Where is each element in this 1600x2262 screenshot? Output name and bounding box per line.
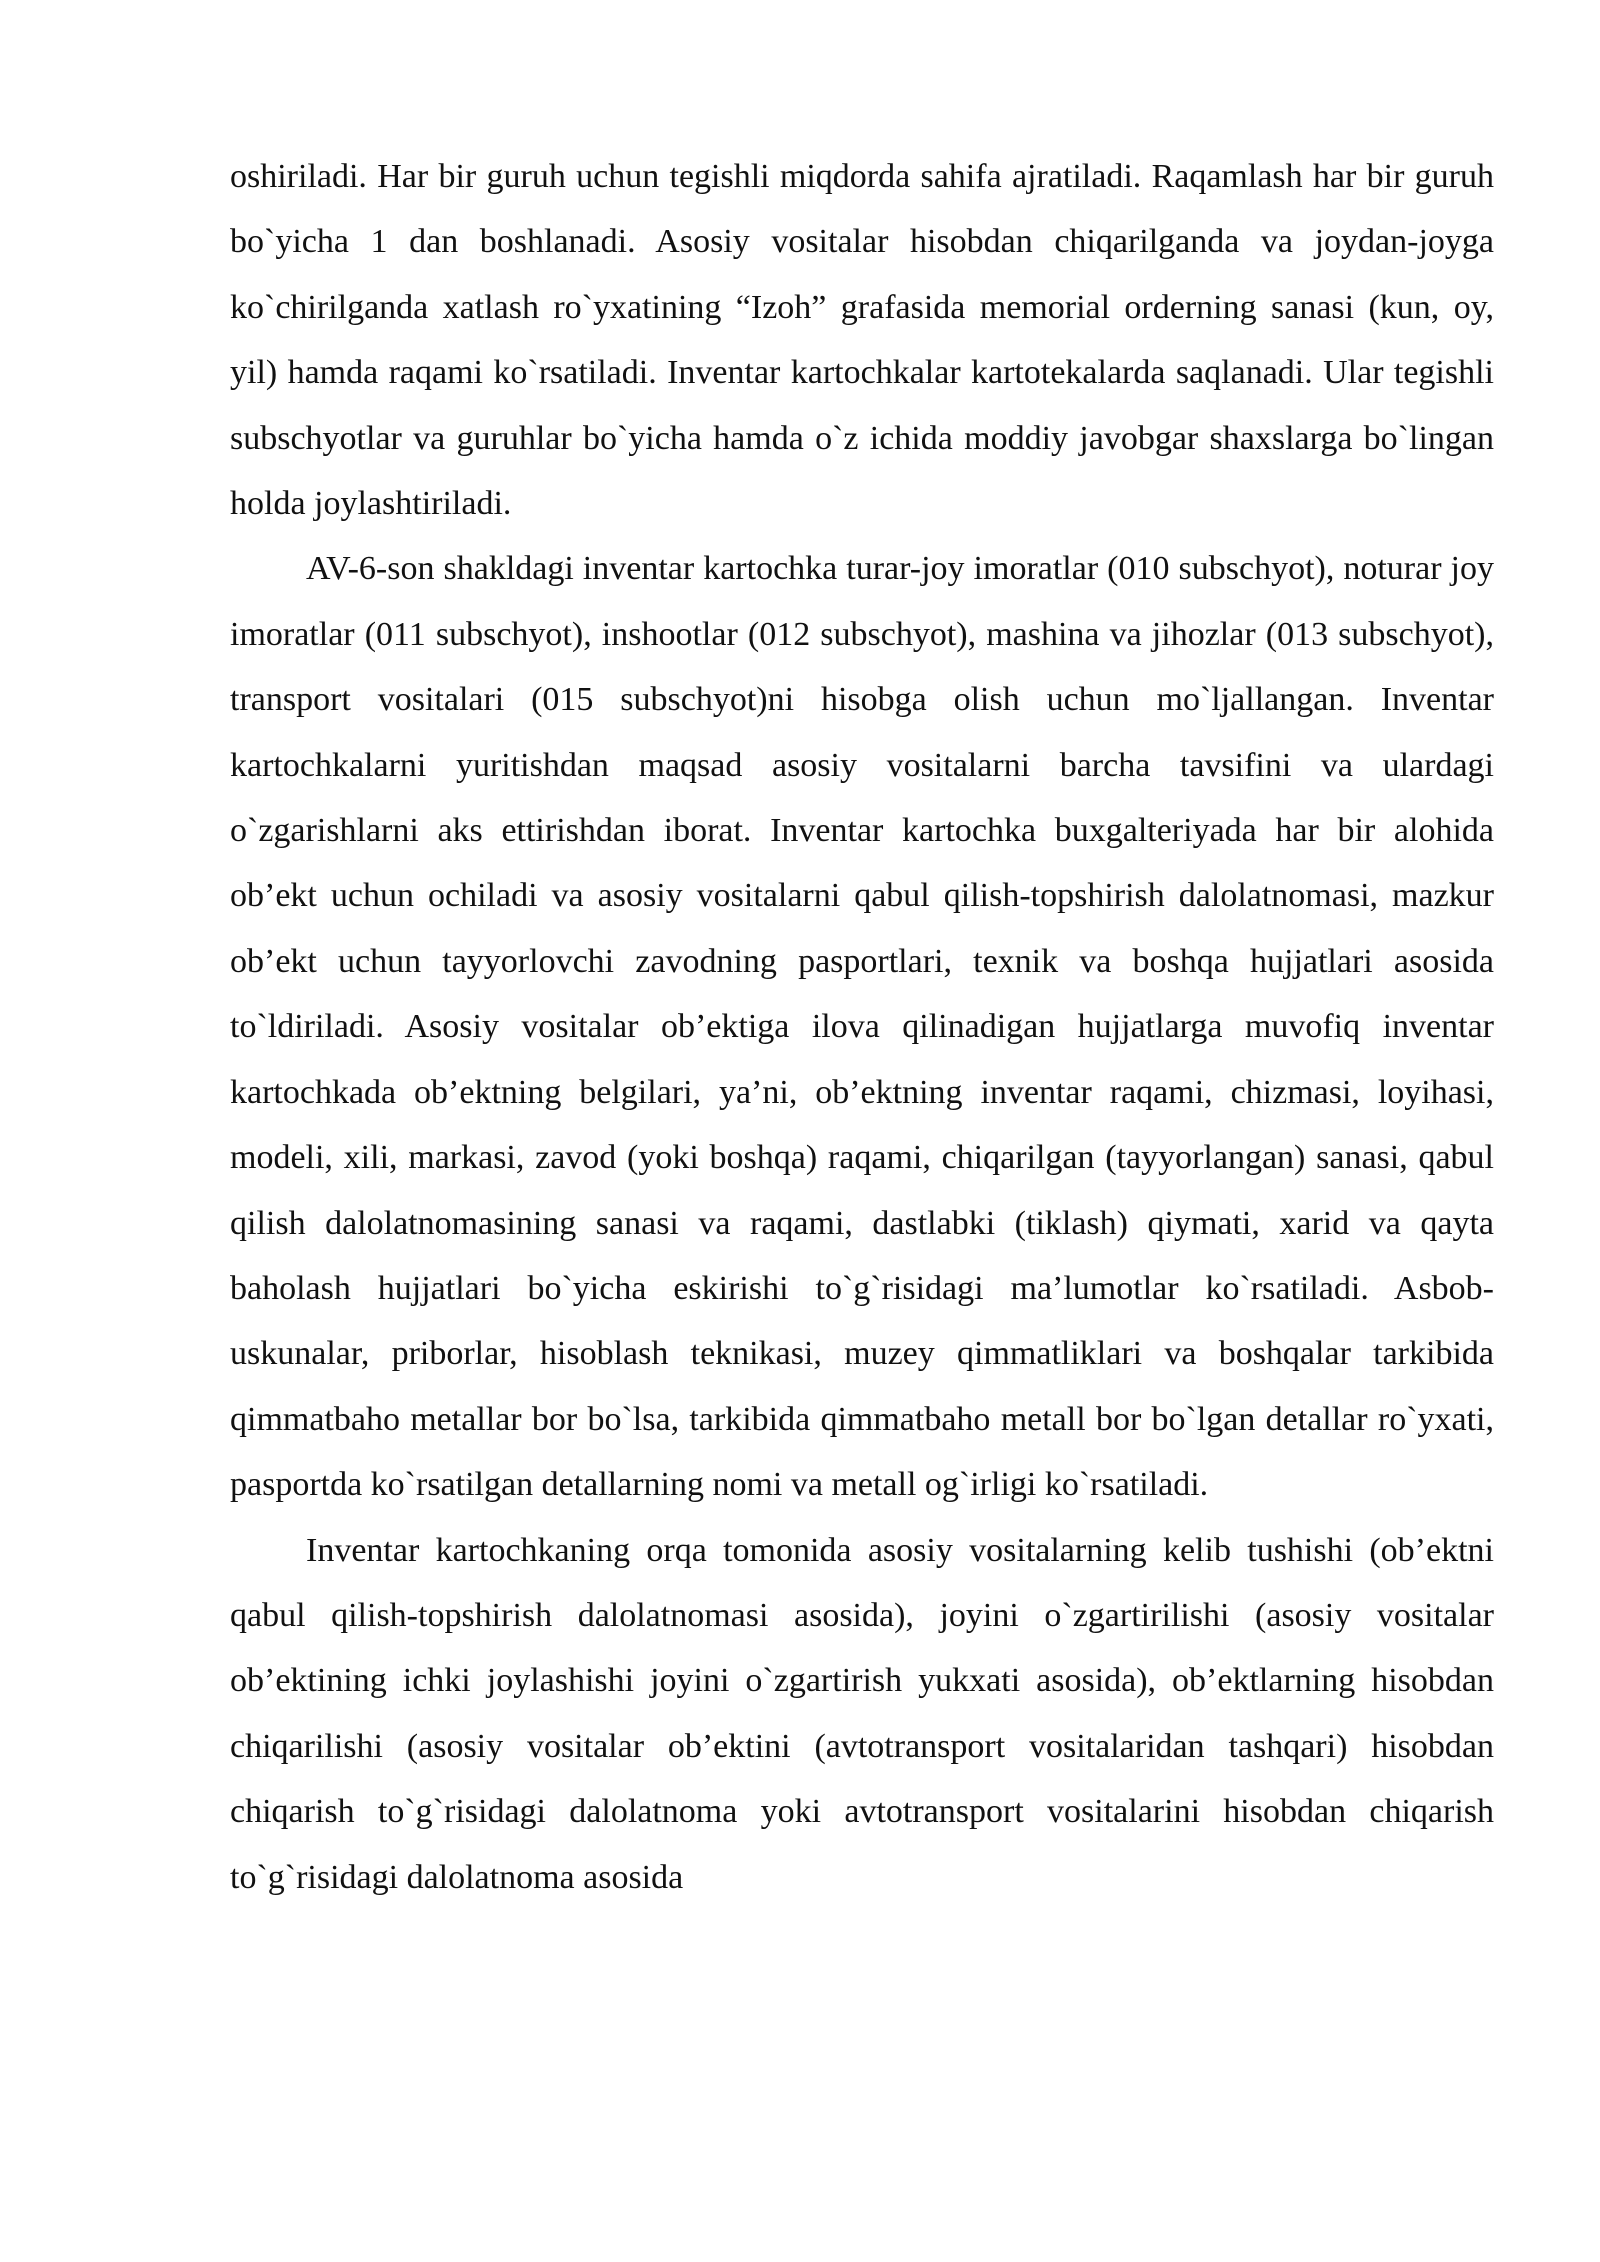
paragraph-1: oshiriladi. Har bir guruh uchun tegishli miqdorda sahifa ajratiladi. Raqamlash har bir guruh bo`yicha 1 dan boshlanadi. Asosiy vositalar hisobdan chiqarilganda va joydan-joyga ko`chirilganda xatlash ro`yxatining “Izoh” grafasida memorial orderning sanasi (kun, oy, yil) hamda raqami ko`rsatiladi. Inventar kartochkalar kartotekalarda saqlanadi. Ular tegishli subschyotlar va guruhlar bo`yicha hamda o`z ichida moddiy javobgar shaxslarga bo`lingan holda joylashtiriladi. [230,158,1494,523]
document-page [230,144,1494,1910]
paragraph-3: Inventar kartochkaning orqa tomonida asosiy vositalarning kelib tushishi (ob’ektni qabul qilish-topshirish dalolatnomasi asosida), joyini o`zgartirilishi (asosiy vositalar ob’ektining ichki joylashishi joyini o`zgartirish yukxati asosida), ob’ektlarning hisobdan chiqarilishi (asosiy vositalar ob’ektini (avtotransport vositalaridan tashqari) hisobdan chiqarish to`g`risidagi dalolatnoma yoki avtotransport vositalarini hisobdan chiqarish to`g`risidagi dalolatnoma asosida [230,1531,1494,1896]
paragraph-2: AV-6-son shakldagi inventar kartochka turar-joy imoratlar (010 subschyot), noturar joy imoratlar (011 subschyot), inshootlar (012 subschyot), mashina va jihozlar (013 subschyot), transport vositalari (015 subschyot)ni hisobga olish uchun mo`ljallangan. Inventar kartochkalarni yuritishdan maqsad asosiy vositalarni barcha tavsifini va ulardagi o`zgarishlarni aks ettirishdan iborat. Inventar kartochka buxgalteriyada har bir alohida ob’ekt uchun ochiladi va asosiy vositalarni qabul qilish-topshirish dalolatnomasi, mazkur ob’ekt uchun tayyorlovchi zavodning pasportlari, texnik va boshqa hujjatlari asosida to`ldiriladi. Asosiy vositalar ob’ektiga ilova qilinadigan hujjatlarga muvofiq inventar kartochkada ob’ektning belgilari, ya’ni, ob’ektning inventar raqami, chizmasi, loyihasi, modeli, xili, markasi, zavod (yoki boshqa) raqami, chiqarilgan (tayyorlangan) sanasi, qabul qilish dalolatnomasining sanasi va raqami, dastlabki (tiklash) qiymati, xarid va qayta baholash hujjatlari bo`yicha eskirishi to`g`risidagi ma’lumotlar ko`rsatiladi. Asbob-uskunalar, priborlar, hisoblash teknikasi, muzey qimmatliklari va boshqalar tarkibida qimmatbaho metallar bor bo`lsa, tarkibida qimmatbaho metall bor bo`lgan detallar ro`yxati, pasportda ko`rsatilgan detallarning nomi va metall og`irligi ko`rsatiladi. [230,550,1494,1504]
